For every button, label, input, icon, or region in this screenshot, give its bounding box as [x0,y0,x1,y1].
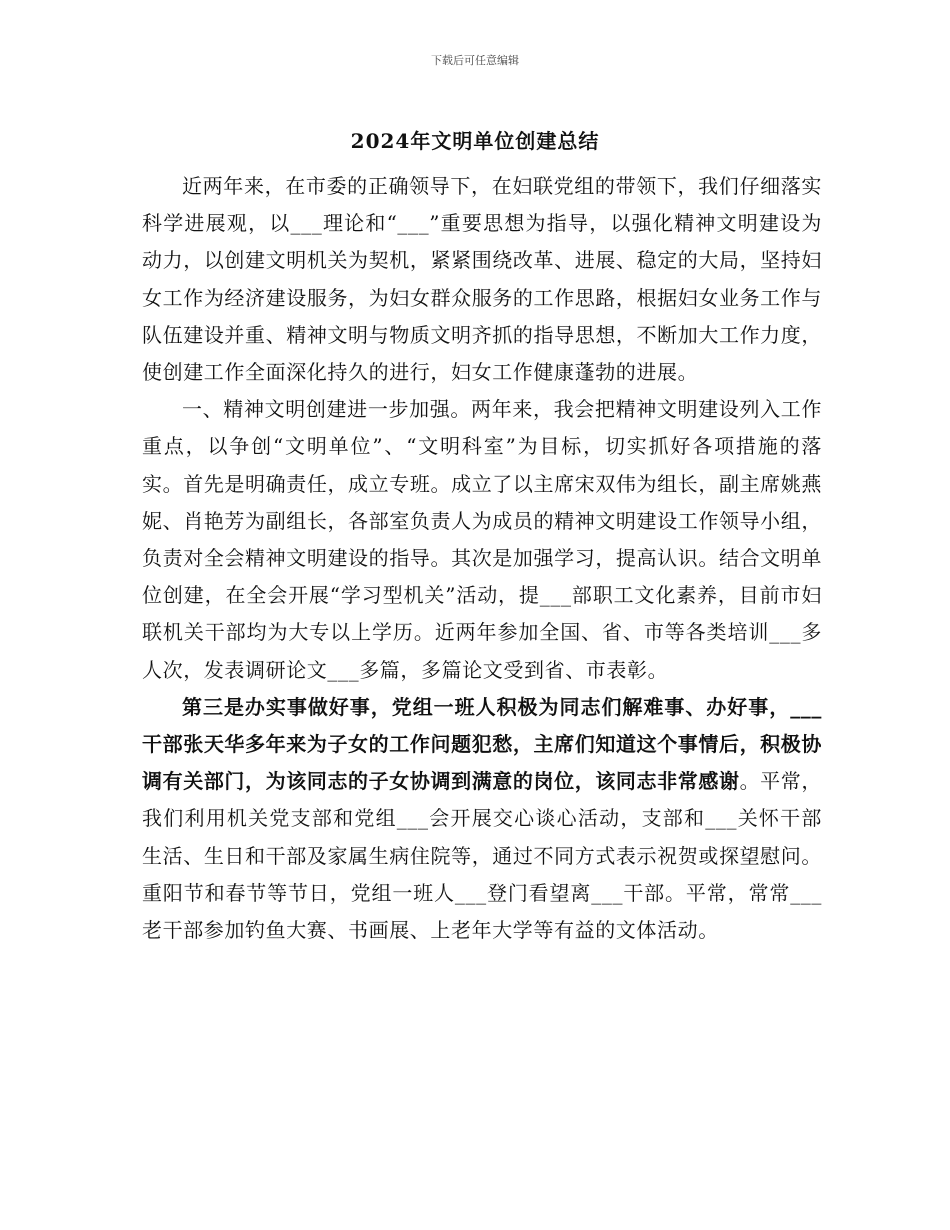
document-title: 2024年文明单位创建总结 [350,129,600,153]
header-note: 下载后可任意编辑 [431,54,519,67]
paragraph-section-one [142,391,822,689]
paragraph-third-point-bold: 第三是办实事做好事，党组一班人积极为同志们解难事、办好事，___干部张天华多年来为子女的工作问题犯愁，主席们知道这个事情后，积极协调有关部门，为该同志的子女协调到满意的岗位，该同志非常感谢 [142,694,822,794]
paragraph-intro-text: 近两年来，在市委的正确领导下，在妇联党组的带领下，我们仔细落实科学进展观，以___理论和“___”重要思想为指导，以强化精神文明建设为动力，以创建文明机关为契机，紧紧围绕改革、进展、稳定的大局，坚持妇女工作为经济建设服务，为妇女群众服务的工作思路，根据妇女业务工作与队伍建设并重、精神文明与物质文明齐抓的指导思想，不断加大工作力度，使创建工作全面深化持久的进行，妇女工作健康蓬勃的进展。 [142,174,822,385]
paragraph-third-point [142,689,822,949]
paragraph-intro [142,168,822,391]
paragraph-third-point-text: 。平常，我们利用机关党支部和党组___会开展交心谈心活动，支部和___关怀干部生活、生日和干部及家属生病住院等，通过不同方式表示祝贺或探望慰问。重阳节和春节等节日，党组一班人___登门看望离___干部。平常，常常___老干部参加钓鱼大赛、书画展、上老年大学等有益的文体活动。 [142,769,822,943]
paragraph-section-one-text: 一、精神文明创建进一步加强。两年来，我会把精神文明建设列入工作重点，以争创“文明单位”、“文明科室”为目标，切实抓好各项措施的落实。首先是明确责任，成立专班。成立了以主席宋双伟为组长，副主席姚燕妮、肖艳芳为副组长，各部室负责人为成员的精神文明建设工作领导小组，负责对全会精神文明建设的指导。其次是加强学习，提高认识。结合文明单位创建，在全会开展“学习型机关”活动，提___部职工文化素养，目前市妇联机关干部均为大专以上学历。近两年参加全国、省、市等各类培训___多人次，发表调研论文___多篇，多篇论文受到省、市表彰。 [142,397,822,682]
document-body [142,168,822,949]
